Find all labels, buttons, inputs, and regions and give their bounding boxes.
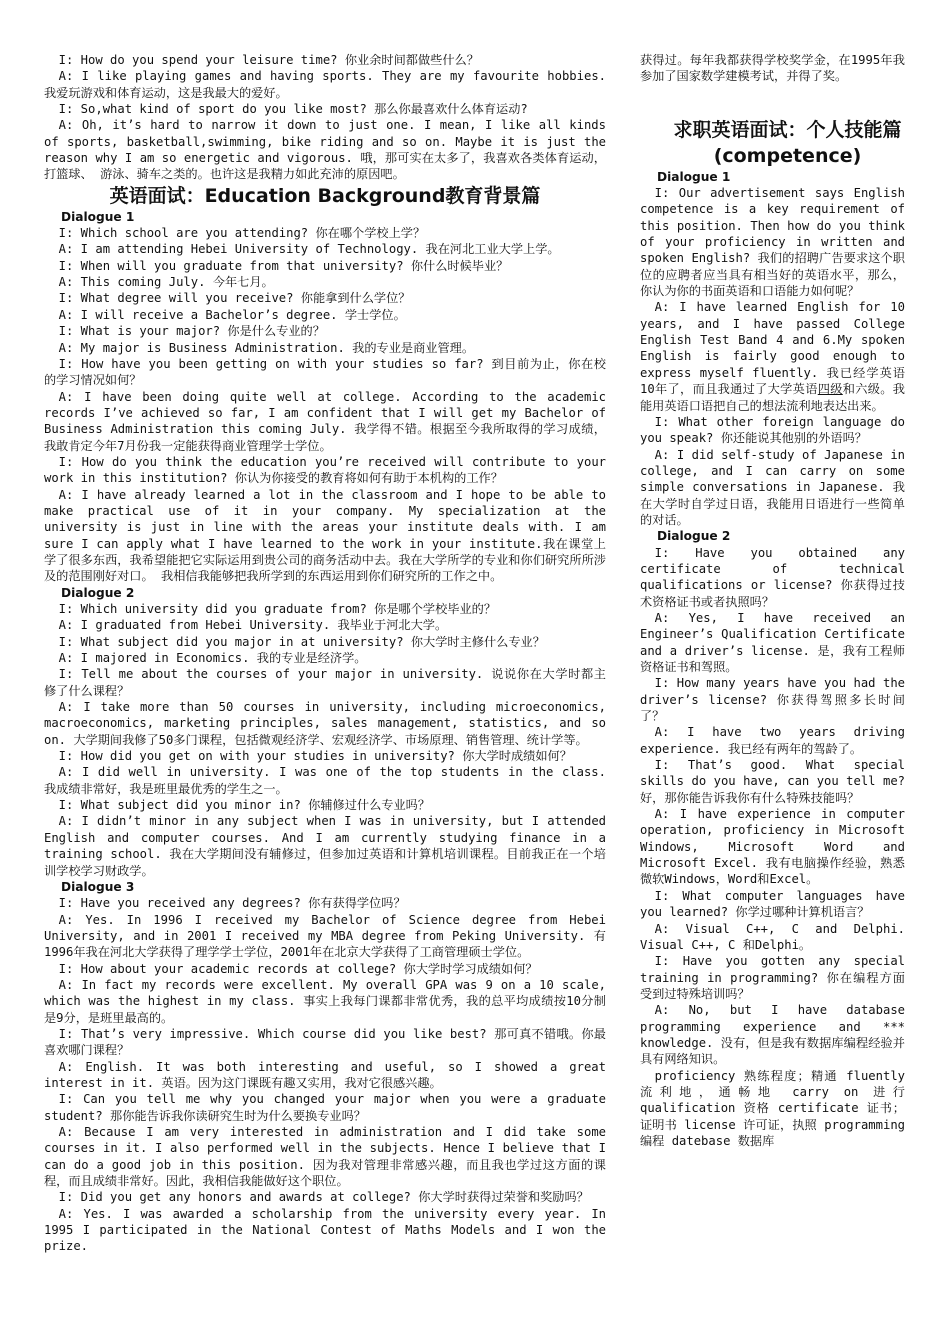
intro-line: I: How do you spend your leisure time? 你业余时间都做些什么？ xyxy=(58,53,479,67)
dialogue-line: A: Yes. I was awarded a scholarship from the university every year. In 1995 I participated in the National Contest of Maths Models and I won the prize. xyxy=(44,1206,606,1254)
dialogue-line: I: What other foreign language do you speak? 你还能说其他别的外语吗？ xyxy=(640,414,905,446)
dialogue-line: I: Have you gotten any special training in programming? 你在编程方面受到过特殊培训吗？ xyxy=(640,954,905,1001)
intro-line: I: So,what kind of sport do you like most? 那么你最喜欢什么体育运动? xyxy=(58,102,528,117)
education-heading: 英语面试：Education Background教育背景篇 xyxy=(109,184,541,207)
dialogue-line: A: Visual C++, C and Delphi. Visual C++, C 和Delphi。 xyxy=(640,921,905,952)
answer-text: A: I have learned English for 10 years, and I have passed College English Test Band 4 and 6.My spoken English is fairly good enough to express myself fluently. 我已经学英语10年了，而且我通过了大学英语 xyxy=(640,300,905,397)
dialogue-line: A: In fact my records were excellent. My overall GPA was 9 on a 10 scale, which was the highest in my class. 事实上我每门课都非常优秀，我的总平均成绩按10分制是9分，是班里最高的。 xyxy=(44,977,606,1025)
dialogue-line: A: I have two years driving experience. 我已经有两年的驾龄了。 xyxy=(640,725,905,756)
dialogue-line: I: Tell me about the courses of your major in university. 说说你在大学时都主修了什么课程？ xyxy=(44,667,606,698)
dialogue-line: I: How about your academic records at college? 你大学时学习成绩如何？ xyxy=(58,961,538,976)
dialogue-line: A: Because I am very interested in administration and I did take some courses in it. I also performed well in the subjects. Hence I believe that I can do a good job in this position. 因为我对管理非常感兴趣，而且我也学过这方面的课程，而且成绩非常好。因此，我相信我能做好这个职位。 xyxy=(44,1125,606,1189)
dialogue-line: I: How did you get on with your studies in university? 你大学时成绩如何？ xyxy=(58,749,572,764)
dialogue-line: I: What degree will you receive? 你能拿到什么学位？ xyxy=(58,291,411,306)
dialogue-line: I: Our advertisement says English competence is a key requirement of this position. Then how do you think of your proficiency in written and spoken English? 我们的招聘广告要求这个职位的应聘者应当具有相当好的英语水平，那么，你认为你的书面英语和口语能力如何呢？ xyxy=(640,186,905,299)
dialogue-line: I: That’s very impressive. Which course did you like best? 那可真不错哦。你最喜欢哪门课程？ xyxy=(44,1026,606,1058)
dialogue-line: A: Yes. In 1996 I received my Bachelor of Science degree from Hebei University, and in 2001 I received my MBA degree from Peking University. 有1996年我在河北大学获得了理学学士学位，2001年在北京大学获得了工商管理硕士学位。 xyxy=(44,912,606,960)
dialogue-line: A: I am attending Hebei University of Technology. 我在河北工业大学上学。 xyxy=(58,242,560,257)
dialogue-line: A: I will receive a Bachelor’s degree. 学士学位。 xyxy=(58,307,406,322)
dialogue-line: I: How do you think the education you’re received will contribute to your work in this institution? 你认为你接受的教育将如何有助于本机构的工作？ xyxy=(44,454,606,486)
dialogue-line: A: I did well in university. I was one of the top students in the class. 我成绩非常好，我是班里最优秀的学生之一。 xyxy=(44,765,606,796)
dialogue-line: I: What is your major? 你是什么专业的？ xyxy=(58,324,325,339)
intro-line: A: Oh, it’s hard to narrow it down to just one. I mean, I like all kinds of sports, basketball,swimming, bike riding and so on. Maybe it is just the reason why I am so energetic and vigorous. 哦，那可实在太多了，我喜欢各类体育运动，打篮球、 游泳、骑车之类的。也许这是我精力如此充沛的原因吧。 xyxy=(44,118,606,182)
dialogue-title: Dialogue 2 xyxy=(60,585,135,600)
dialogue-line: A: I graduated from Hebei University. 我毕业于河北大学。 xyxy=(58,618,448,633)
competence-heading: 求职英语面试：个人技能篇(competence) xyxy=(673,118,902,167)
dialogue-line: A: I majored in Economics. 我的专业是经济学。 xyxy=(58,651,367,666)
dialogue-line: I: Can you tell me why you changed your major when you were a graduate student? 那你能告诉我你读研究生时为什么要换专业吗？ xyxy=(44,1092,606,1123)
answer-text: 和六级。我能用英语口语把自己的想法流利地表达出来。 xyxy=(640,382,905,413)
right-column xyxy=(640,52,905,1149)
dialogue-line: I: How many years have you had the driver’s license? 你获得驾照多长时间了？ xyxy=(640,676,905,724)
dialogue-line: I: How have you been getting on with your studies so far? 到目前为止，你在校的学习情况如何？ xyxy=(44,356,606,388)
dialogue-line: A: Yes, I have received an Engineer’s Qualification Certificate and a driver’s license. 是，我有工程师资格证书和驾照。 xyxy=(640,610,905,674)
dialogue-line: A: I have already learned a lot in the classroom and I hope to be able to make practical use of it in your company. My specialization at the university is just in line with the areas your institute deals with. I am sure I can apply what I have learned to the work in your institute.我在课堂上学了很多东西，我希望能把它实际运用到贵公司的商务活动中去。我在大学所学的专业和你们研究所所涉及的范围刚好对口。 我相信我能够把我所学到的东西运用到你们研究所的工作之中。 xyxy=(44,487,606,584)
underlined-text: 四级 xyxy=(817,382,843,397)
dialogue-line: I: Have you received any degrees? 你有获得学位吗？ xyxy=(58,896,406,911)
dialogue-line: I: That’s good. What special skills do you have, can you tell me? 好，那你能告诉我你有什么特殊技能吗？ xyxy=(640,758,905,805)
dialogue-title: Dialogue 2 xyxy=(656,529,731,544)
dialogue-line: A: My major is Business Administration. 我的专业是商业管理。 xyxy=(58,340,475,355)
continuation-text: 获得过。每年我都获得学校奖学金，在1995年我参加了国家数学建模考试，并得了奖。 xyxy=(640,53,905,84)
intro-line: A: I like playing games and having sports. They are my favourite hobbies. 我爱玩游戏和体育运动，这是我最大的爱好。 xyxy=(44,69,606,100)
dialogue-line: A: I have been doing quite well at college. According to the academic records I’ve achieved so far, I am confident that I will get my Bachelor of Business Administration this coming July. 我学得不错。根据至今我所取得的学习成绩，我敢肯定今年7月份我一定能获得商业管理学士学位。 xyxy=(44,389,606,453)
dialogue-title: Dialogue 3 xyxy=(60,879,135,894)
dialogue-line: I: What subject did you major in at university? 你大学时主修什么专业？ xyxy=(58,634,545,649)
dialogue-line: A: I didn’t minor in any subject when I was in university, but I attended English and computer courses. And I am currently studying finance in a training school. 我在大学期间没有辅修过，但参加过英语和计算机培训课程。目前我正在一个培训学校学习财政学。 xyxy=(44,814,606,878)
dialogue-line xyxy=(640,299,905,413)
dialogue-line: I: Have you obtained any certificate of technical qualifications or license? 你获得过技术资格证书或者执照吗？ xyxy=(640,545,905,609)
dialogue-line: I: Did you get any honors and awards at college? 你大学时获得过荣誉和奖励吗？ xyxy=(58,1190,589,1205)
dialogue-line: A: I did self-study of Japanese in college, and I can carry on some simple conversations in Japanese. 我在大学时自学过日语，我能用日语进行一些简单的对话。 xyxy=(640,447,905,527)
dialogue-line: A: No, but I have database programming experience and *** knowledge. 没有，但是我有数据库编程经验并具有网络知识。 xyxy=(640,1003,905,1067)
dialogue-line: A: This coming July. 今年七月。 xyxy=(58,275,274,290)
vocabulary-note: proficiency 熟练程度；精通 fluently 流利地，通畅地 carry on 进行 qualification 资格 certificate 证书；证明书 license 许可证，执照 programming 编程 datebase 数据库 xyxy=(640,1068,905,1148)
dialogue-title: Dialogue 1 xyxy=(60,209,135,224)
dialogue-line: I: What computer languages have you learned? 你学过哪种计算机语言？ xyxy=(640,888,905,920)
dialogue-line: I: What subject did you minor in? 你辅修过什么专业吗？ xyxy=(58,798,431,813)
dialogue-line: I: Which school are you attending? 你在哪个学校上学？ xyxy=(58,226,426,241)
dialogue-line: A: English. It was both interesting and useful, so I showed a great interest in it. 英语。因为这门课既有趣又实用，我对它很感兴趣。 xyxy=(44,1059,606,1090)
dialogue-line: I: When will you graduate from that university? 你什么时候毕业？ xyxy=(58,258,509,273)
left-column xyxy=(44,52,606,1255)
dialogue-line: I: Which university did you graduate from? 你是哪个学校毕业的？ xyxy=(58,602,497,616)
dialogue-title: Dialogue 1 xyxy=(656,169,731,184)
dialogue-line: A: I have experience in computer operation, proficiency in Microsoft Windows, Microsoft Word and Microsoft Excel. 我有电脑操作经验，熟悉微软Windows，Word和Excel。 xyxy=(640,807,905,887)
dialogue-line: A: I take more than 50 courses in university, including microeconomics, macroeconomics, marketing principles, sales management, statistics, and so on. 大学期间我修了50多门课程，包括微观经济学、宏观经济学、市场原理、销售管理、统计学等。 xyxy=(44,700,606,747)
